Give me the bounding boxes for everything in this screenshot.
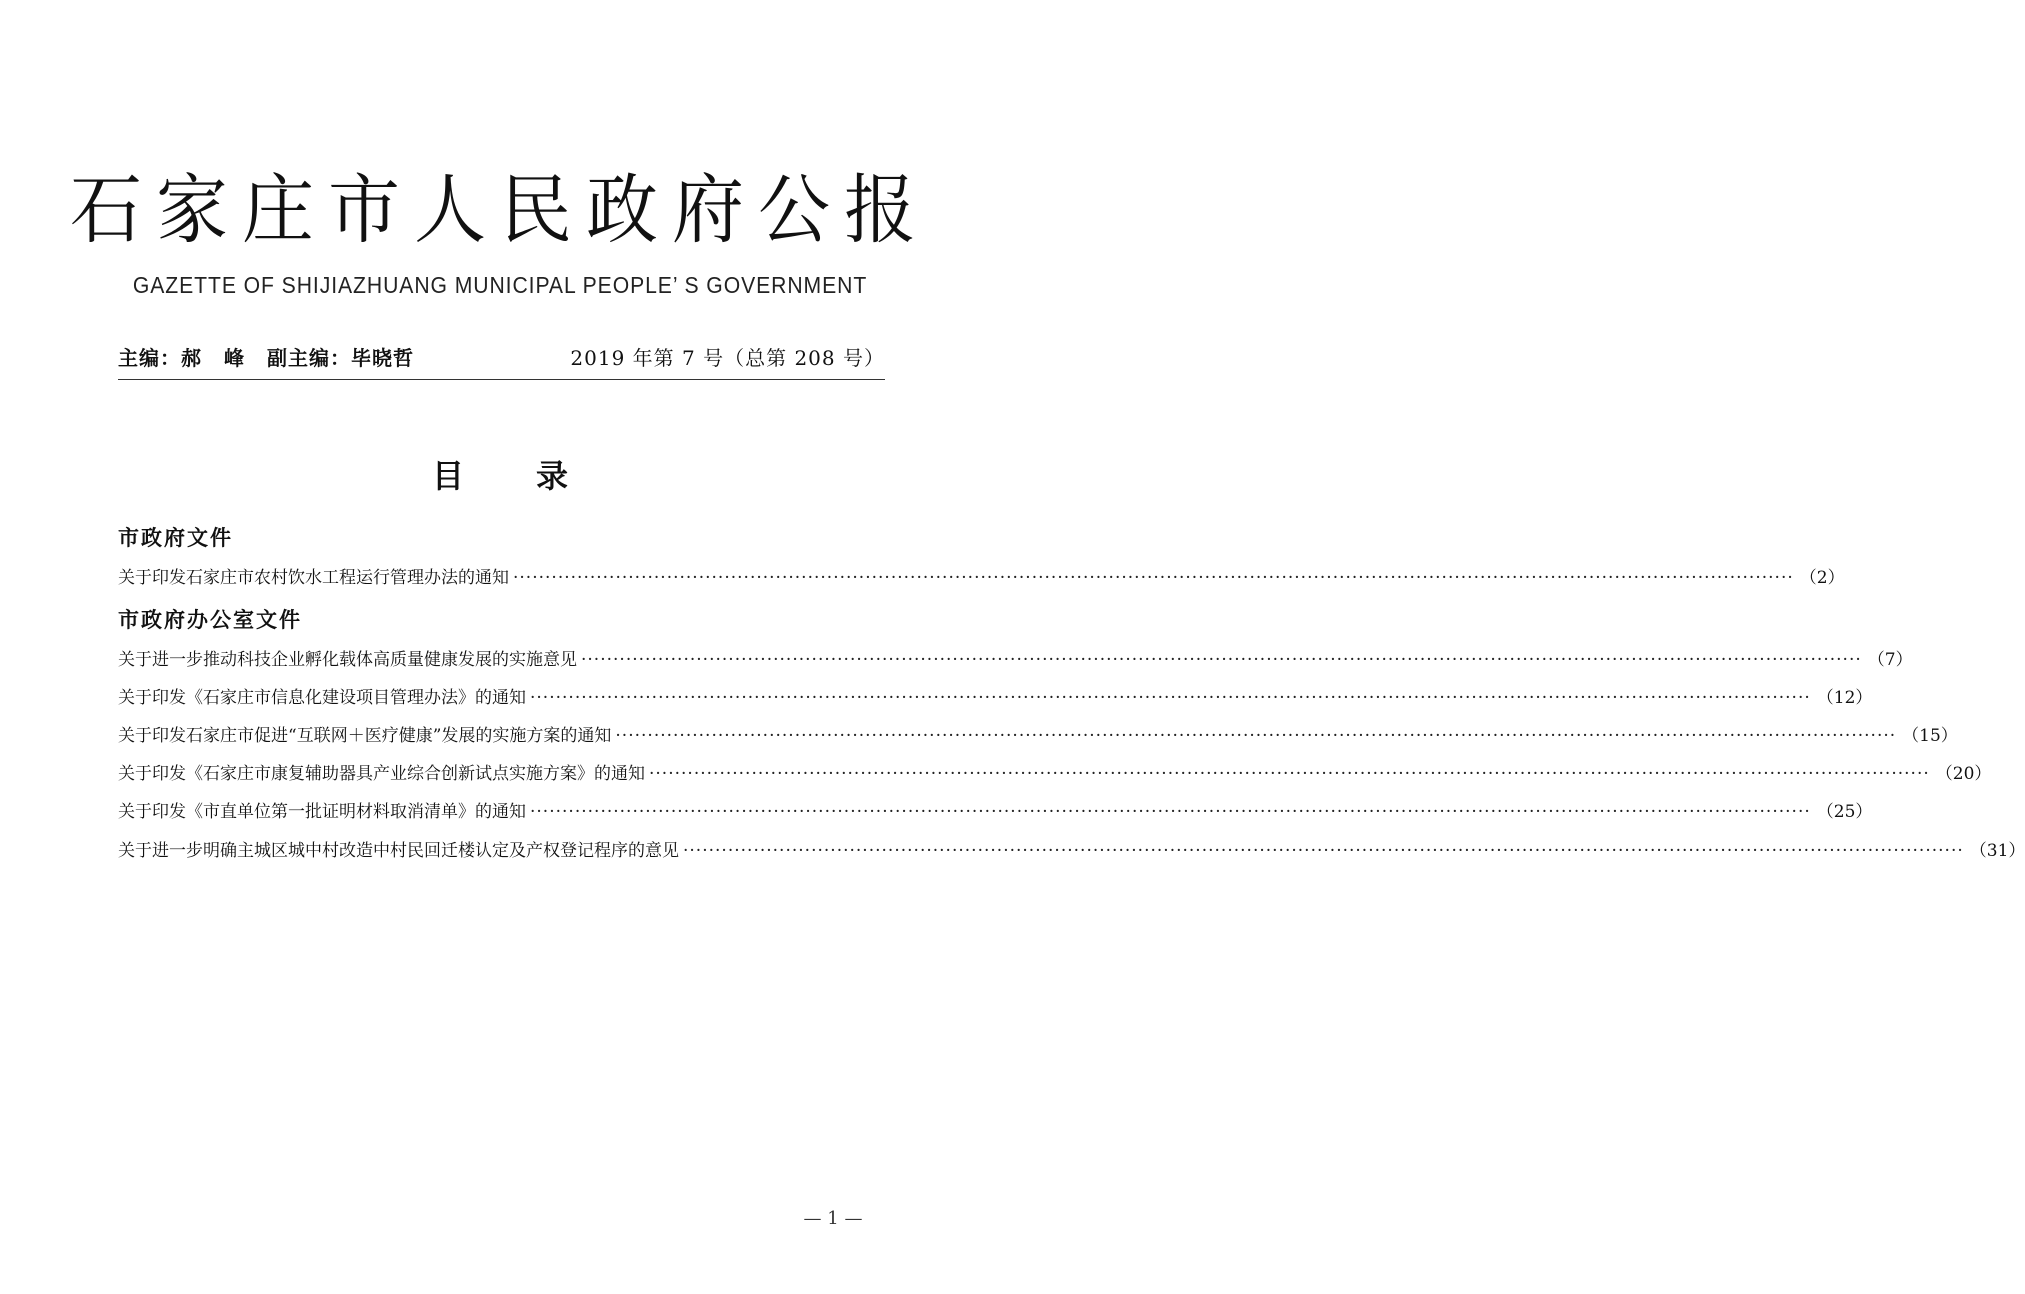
toc-entry-title: 关于印发石家庄市促进“互联网＋医疗健康”发展的实施方案的通知 bbox=[118, 726, 612, 746]
toc-entry[interactable] bbox=[118, 646, 1913, 674]
issue-number: 2019 年第 7 号（总第 208 号） bbox=[570, 346, 885, 370]
masthead-rule bbox=[118, 379, 885, 380]
masthead bbox=[118, 340, 885, 376]
leader-dots: ········································································································································································································ bbox=[581, 650, 1862, 670]
leader-dots: ········································································································································································································ bbox=[530, 688, 1811, 708]
leader-dots: ········································································································································································································ bbox=[615, 726, 1897, 746]
toc-entry[interactable] bbox=[118, 760, 1992, 788]
leader-dots: ········································································································································································································ bbox=[530, 802, 1811, 822]
toc-entry-title: 关于进一步推动科技企业孵化载体高质量健康发展的实施意见 bbox=[118, 650, 577, 670]
deputy-editor: 副主编：毕晓哲 bbox=[267, 346, 414, 370]
toc-entry[interactable] bbox=[118, 798, 1873, 826]
section-title: 市政府办公室文件 bbox=[118, 608, 302, 632]
leader-dots: ········································································································································································································ bbox=[513, 568, 1794, 588]
editor-name-end: 峰 bbox=[224, 346, 245, 370]
editor-label: 主编：郝 bbox=[118, 346, 202, 370]
toc-entry-page: （15） bbox=[1902, 726, 1958, 746]
toc-entry[interactable] bbox=[118, 722, 1958, 750]
gazette-title-en: GAZETTE OF SHIJIAZHUANG MUNICIPAL PEOPLE’ S GOVERNMENT bbox=[132, 272, 868, 298]
gazette-title-cn: 石家庄市人民政府公报 bbox=[69, 165, 930, 255]
toc-entry-page: （25） bbox=[1816, 802, 1873, 822]
toc-entry-title: 关于印发《石家庄市信息化建设项目管理办法》的通知 bbox=[118, 688, 526, 708]
toc-entry[interactable] bbox=[118, 564, 1845, 592]
toc-heading: 目录 bbox=[431, 457, 640, 495]
toc-entry-page: （12） bbox=[1816, 688, 1873, 708]
toc-entry-page: （31） bbox=[1969, 841, 2025, 861]
leader-dots: ········································································································································································································ bbox=[649, 764, 1930, 784]
leader-dots: ········································································································································································································ bbox=[683, 841, 1964, 861]
toc-entry-page: （7） bbox=[1867, 650, 1913, 670]
page-number: — 1 — bbox=[803, 1208, 863, 1229]
toc-entry[interactable] bbox=[118, 684, 1873, 712]
editors bbox=[118, 340, 414, 376]
toc-entry-title: 关于印发《市直单位第一批证明材料取消清单》的通知 bbox=[118, 802, 526, 822]
toc-entry-title: 关于进一步明确主城区城中村改造中村民回迁楼认定及产权登记程序的意见 bbox=[118, 841, 679, 861]
toc-entry[interactable] bbox=[118, 837, 2025, 865]
toc-entry-title: 关于印发《石家庄市康复辅助器具产业综合创新试点实施方案》的通知 bbox=[118, 764, 645, 784]
toc-entry-page: （2） bbox=[1799, 568, 1845, 588]
section-title: 市政府文件 bbox=[118, 526, 233, 550]
toc-entry-page: （20） bbox=[1935, 764, 1992, 784]
toc-entry-title: 关于印发石家庄市农村饮水工程运行管理办法的通知 bbox=[118, 568, 509, 588]
